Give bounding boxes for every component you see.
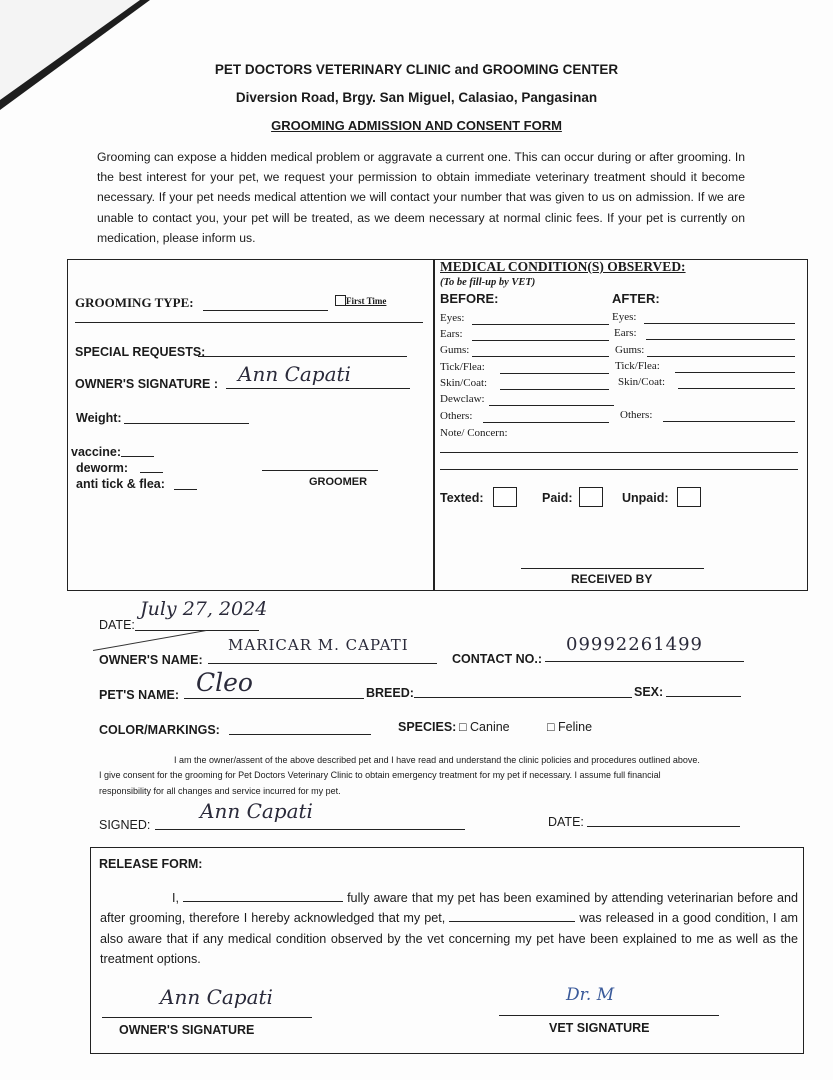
clinic-address: Diversion Road, Brgy. San Miguel, Calasiao, Pangasinan: [235, 90, 598, 105]
received-by-label: RECEIVED BY: [571, 572, 653, 586]
after-field-label: Gums:: [615, 344, 645, 356]
special-requests-field[interactable]: [198, 356, 407, 357]
paid-checkbox[interactable]: [579, 487, 603, 507]
medical-subtitle: (To be fill-up by VET): [440, 277, 536, 288]
pet-name-handwriting: Cleo: [196, 668, 253, 697]
breed-label: BREED:: [366, 686, 414, 700]
before-field-line[interactable]: [500, 373, 609, 374]
before-field-label: Dewclaw:: [440, 393, 485, 405]
vet-sig-handwriting: Dr. M: [566, 985, 615, 1005]
vet-sig-field[interactable]: [499, 1015, 719, 1016]
release-paragraph: [100, 888, 798, 969]
texted-checkbox[interactable]: [493, 487, 517, 507]
received-by-field[interactable]: [521, 568, 704, 569]
deworm-label: deworm:: [76, 461, 129, 475]
owner-signature-label: OWNER'S SIGNATURE :: [75, 377, 219, 391]
consent-line-2: I give consent for the grooming for Pet Doctors Veterinary Clinic to obtain emergency treatment for my pet if necessary. I assume full financial: [99, 770, 661, 780]
anti-tick-field[interactable]: [174, 489, 197, 490]
owner-sig-field[interactable]: [102, 1017, 312, 1018]
groomer-signature-field[interactable]: [262, 470, 378, 471]
vaccine-label: vaccine:: [71, 445, 122, 459]
before-field-label: Ears:: [440, 328, 463, 340]
after-field-line[interactable]: [644, 323, 795, 324]
clinic-name: PET DOCTORS VETERINARY CLINIC and GROOMING CENTER: [214, 62, 619, 77]
contact-field[interactable]: [545, 661, 744, 662]
owner-sig-label: OWNER'S SIGNATURE: [119, 1023, 255, 1037]
feline-option[interactable]: □ Feline: [547, 720, 593, 734]
contact-label: CONTACT NO.:: [452, 652, 543, 666]
after-field-label: Eyes:: [612, 311, 637, 323]
breed-field[interactable]: [414, 697, 632, 698]
sex-field[interactable]: [666, 696, 741, 697]
before-field-label: Skin/Coat:: [440, 377, 488, 389]
after-field-line[interactable]: [678, 388, 795, 389]
owner-name-field[interactable]: [208, 663, 437, 664]
note-line-1[interactable]: [440, 452, 798, 453]
form-title: GROOMING ADMISSION AND CONSENT FORM: [271, 118, 562, 133]
before-field-label: Eyes:: [440, 312, 465, 324]
after-field-label: Ears:: [614, 327, 637, 339]
texted-label: Texted:: [440, 491, 484, 505]
signed-label: SIGNED:: [99, 818, 151, 832]
before-field-label: Tick/Flea:: [440, 361, 485, 373]
release-text-end: was released in a good condition, I am also aware that if any medical condition observed by the vet concerning my pet have been explained to me as well as the treatment options.: [100, 911, 798, 966]
medical-title: MEDICAL CONDITION(S) OBSERVED:: [440, 259, 686, 274]
sex-label: SEX:: [634, 685, 664, 699]
first-time-label: First Time: [346, 296, 387, 306]
after-field-label: Tick/Flea:: [615, 360, 660, 372]
intro-paragraph: Grooming can expose a hidden medical problem or aggravate a current one. This can occur during or after grooming. In the best interest for your pet, we request your permission to obtain immediate veterinary treatment should it become necessary. If your pet needs medical attention we will contact your number that was given to us on admission. If we are unable to contact you, your pet will be treated, as we deem necessary at normal clinic fees. If your pet is currently on medication, please inform us.: [97, 150, 745, 245]
after-label: AFTER:: [612, 291, 660, 306]
before-field-line[interactable]: [472, 324, 609, 325]
special-requests-label: SPECIAL REQUESTS:: [75, 345, 206, 359]
before-field-line[interactable]: [472, 340, 609, 341]
after-field-label: Skin/Coat:: [618, 376, 666, 388]
after-field-line[interactable]: [646, 339, 795, 340]
release-name-field[interactable]: [183, 889, 343, 902]
owner-sig-handwriting: Ann Capati: [160, 985, 273, 1009]
release-title: RELEASE FORM:: [99, 857, 203, 871]
vet-sig-label: VET SIGNATURE: [549, 1021, 650, 1035]
vaccine-field[interactable]: [121, 456, 154, 457]
before-field-line[interactable]: [500, 389, 609, 390]
pet-name-label: PET'S NAME:: [99, 688, 180, 702]
after-field-line[interactable]: [663, 421, 795, 422]
date-handwriting: July 27, 2024: [140, 598, 268, 620]
before-field-label: Others:: [440, 410, 473, 422]
groomer-label: GROOMER: [309, 476, 368, 488]
owner-name-handwriting: MARICAR M. CAPATI: [228, 636, 409, 654]
deworm-field[interactable]: [140, 472, 163, 473]
unpaid-label: Unpaid:: [622, 491, 669, 505]
release-i: I,: [172, 891, 179, 905]
release-text-mid: fully aware that my pet has been examined by attending veterinarian before and after grooming, therefore I hereby acknowledged that my pet,: [100, 891, 798, 926]
first-time-checkbox[interactable]: [335, 295, 346, 306]
consent-line-1: I am the owner/assent of the above described pet and I have read and understand the clinic policies and procedures outlined above.: [174, 755, 700, 765]
unpaid-checkbox[interactable]: [677, 487, 701, 507]
scan-corner-fold: [0, 0, 140, 100]
before-field-line[interactable]: [472, 356, 609, 357]
species-label: SPECIES:: [398, 720, 457, 734]
canine-option[interactable]: □ Canine: [459, 720, 510, 734]
signed-field[interactable]: [155, 829, 465, 830]
owner-signature-handwriting: Ann Capati: [238, 362, 351, 386]
color-markings-label: COLOR/MARKINGS:: [99, 723, 220, 737]
grooming-type-label: GROOMING TYPE:: [75, 295, 194, 310]
after-field-label: Others:: [620, 409, 653, 421]
anti-tick-label: anti tick & flea:: [76, 477, 165, 491]
after-field-line[interactable]: [647, 356, 795, 357]
grooming-type-line-2[interactable]: [75, 322, 423, 323]
consent-date-field[interactable]: [587, 826, 740, 827]
contact-handwriting: 09992261499: [566, 634, 703, 655]
medical-box: [433, 259, 808, 591]
date-label: DATE:: [99, 618, 135, 632]
grooming-type-field[interactable]: [203, 310, 328, 311]
note-concern-label: Note/ Concern:: [440, 427, 508, 439]
weight-field[interactable]: [124, 423, 249, 424]
signed-handwriting: Ann Capati: [200, 799, 313, 823]
after-field-line[interactable]: [675, 372, 795, 373]
consent-date-label: DATE:: [548, 815, 584, 829]
paid-label: Paid:: [542, 491, 573, 505]
owner-signature-field[interactable]: [226, 388, 410, 389]
owner-name-strike-mark: [93, 630, 206, 651]
before-field-line[interactable]: [483, 422, 609, 423]
color-markings-field[interactable]: [229, 734, 371, 735]
consent-line-3: responsibility for all changes and service incurred for my pet.: [99, 786, 341, 796]
weight-label: Weight:: [76, 411, 122, 425]
before-field-label: Gums:: [440, 344, 470, 356]
before-label: BEFORE:: [440, 291, 499, 306]
note-line-2[interactable]: [440, 469, 798, 470]
release-pet-field[interactable]: [449, 909, 575, 922]
before-field-line[interactable]: [489, 405, 614, 406]
pet-name-field[interactable]: [184, 698, 364, 699]
owner-name-label: OWNER'S NAME:: [99, 653, 203, 667]
